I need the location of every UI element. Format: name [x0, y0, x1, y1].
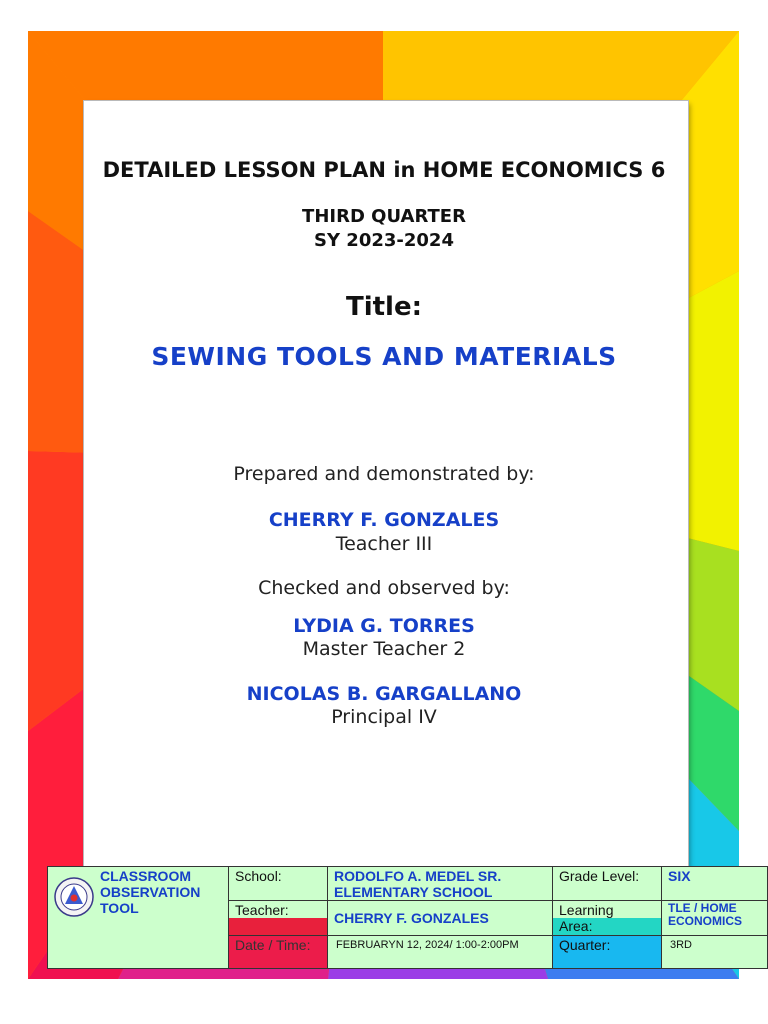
principal-position: Principal IV — [331, 706, 437, 728]
tool-name-cell — [47, 866, 229, 969]
master-teacher-name: LYDIA G. TORRES — [293, 615, 475, 637]
principal-name: NICOLAS B. GARGALLANO — [246, 683, 522, 705]
learning-area-label-cell — [552, 900, 662, 936]
teacher-value: CHERRY F. GONZALES — [327, 900, 553, 936]
school-value: RODOLFO A. MEDEL SR. ELEMENTARY SCHOOL — [327, 866, 553, 901]
school-year-text: SY 2023-2024 — [314, 230, 454, 251]
datetime-label: Date / Time: — [228, 935, 328, 969]
learning-area-label-line-2: Area: — [559, 918, 593, 934]
checked-by-label: Checked and observed by: — [258, 577, 510, 599]
teacher-label: Teacher: — [228, 900, 328, 936]
quarter-label: Quarter: — [552, 935, 662, 969]
master-teacher-position: Master Teacher 2 — [302, 638, 466, 660]
learning-area-value: TLE / HOME ECONOMICS — [661, 900, 768, 936]
teacher-position: Teacher III — [335, 533, 433, 555]
grade-level-value: SIX — [661, 866, 768, 901]
document-heading: DETAILED LESSON PLAN in HOME ECONOMICS 6 — [102, 158, 666, 182]
quarter-value: 3RD — [661, 935, 768, 969]
datetime-value: FEBRUARYN 12, 2024/ 1:00-2:00PM — [327, 935, 553, 969]
school-label: School: — [228, 866, 328, 901]
prepared-by-label: Prepared and demonstrated by: — [233, 463, 535, 485]
title-label: Title: — [345, 292, 423, 322]
grade-level-label: Grade Level: — [552, 866, 662, 901]
teacher-name: CHERRY F. GONZALES — [268, 509, 500, 531]
quarter-text: THIRD QUARTER — [302, 206, 466, 227]
tool-name: CLASSROOM OBSERVATION TOOL — [100, 868, 201, 916]
classroom-observation-table — [47, 866, 768, 969]
lesson-title: SEWING TOOLS AND MATERIALS — [151, 342, 617, 371]
deped-seal-icon — [54, 877, 94, 917]
learning-area-label-line-1: Learning — [559, 902, 614, 918]
